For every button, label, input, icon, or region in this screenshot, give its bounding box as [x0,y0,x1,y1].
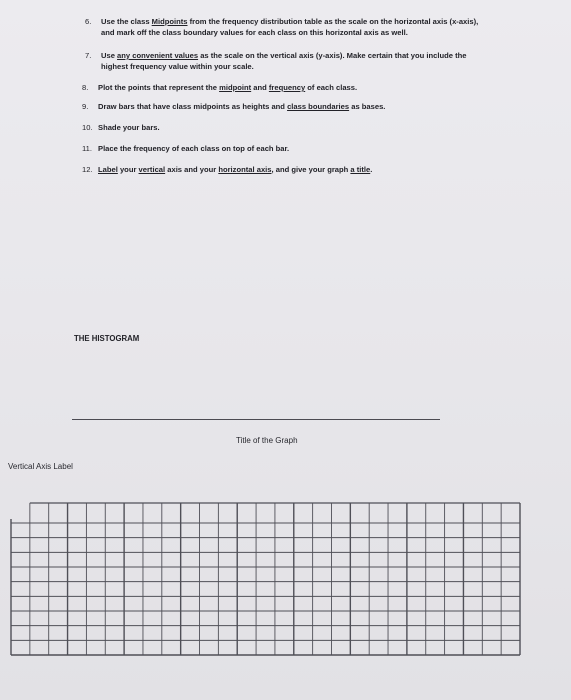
underlined-term: any convenient values [117,51,199,60]
histogram-heading: THE HISTOGRAM [74,334,140,343]
instruction-text: Use [101,51,118,60]
step-number: 9. [82,102,89,111]
instruction-text: Use the class [101,17,152,26]
underlined-term: vertical [138,165,166,174]
instruction-text: highest frequency value within your scale. [101,62,254,71]
instruction-text: Draw bars that have class midpoints as heights and [98,102,288,111]
step-number: 10. [82,123,93,132]
graph-title-label: Title of the Graph [236,436,298,445]
underlined-term: midpoint [219,83,252,92]
step-text [98,164,372,175]
instruction-text: Place the frequency of each class on top of each bar. [98,144,290,153]
underlined-term: horizontal axis [218,165,272,174]
instruction-text: of each class. [305,83,358,92]
step-text [98,101,385,112]
underlined-term: a title [350,165,371,174]
instruction-text: as the scale on the vertical axis (y-axis). Make certain that you include the [198,51,467,60]
step-text [98,122,160,133]
title-blank-line [72,419,440,420]
step-text [101,16,478,38]
instruction-text: Shade your bars. [98,123,160,132]
instruction-text: from the frequency distribution table as the scale on the horizontal axis (x-axis), [187,17,479,26]
instruction-text: as bases. [349,102,386,111]
instruction-list [0,0,571,190]
step-number: 6. [85,17,92,26]
histogram-grid [0,495,571,665]
instruction-text: axis and your [165,165,219,174]
step-number: 8. [82,83,89,92]
step-number: 7. [85,51,92,60]
underlined-term: Midpoints [151,17,188,26]
instruction-text: your [117,165,139,174]
step-text [98,82,357,93]
instruction-text: and mark off the class boundary values for each class on this horizontal axis as well. [101,28,408,37]
step-number: 11. [82,144,92,153]
instruction-text: , and give your graph [271,165,351,174]
underlined-term: frequency [268,83,306,92]
step-text [101,50,467,72]
underlined-term: class boundaries [287,102,350,111]
underlined-term: Label [98,165,118,174]
step-text [98,143,289,154]
instruction-text: Plot the points that represent the [98,83,220,92]
instruction-text: . [370,165,373,174]
vertical-axis-label: Vertical Axis Label [8,462,73,471]
instruction-text: and [251,83,269,92]
step-number: 12. [82,165,93,174]
